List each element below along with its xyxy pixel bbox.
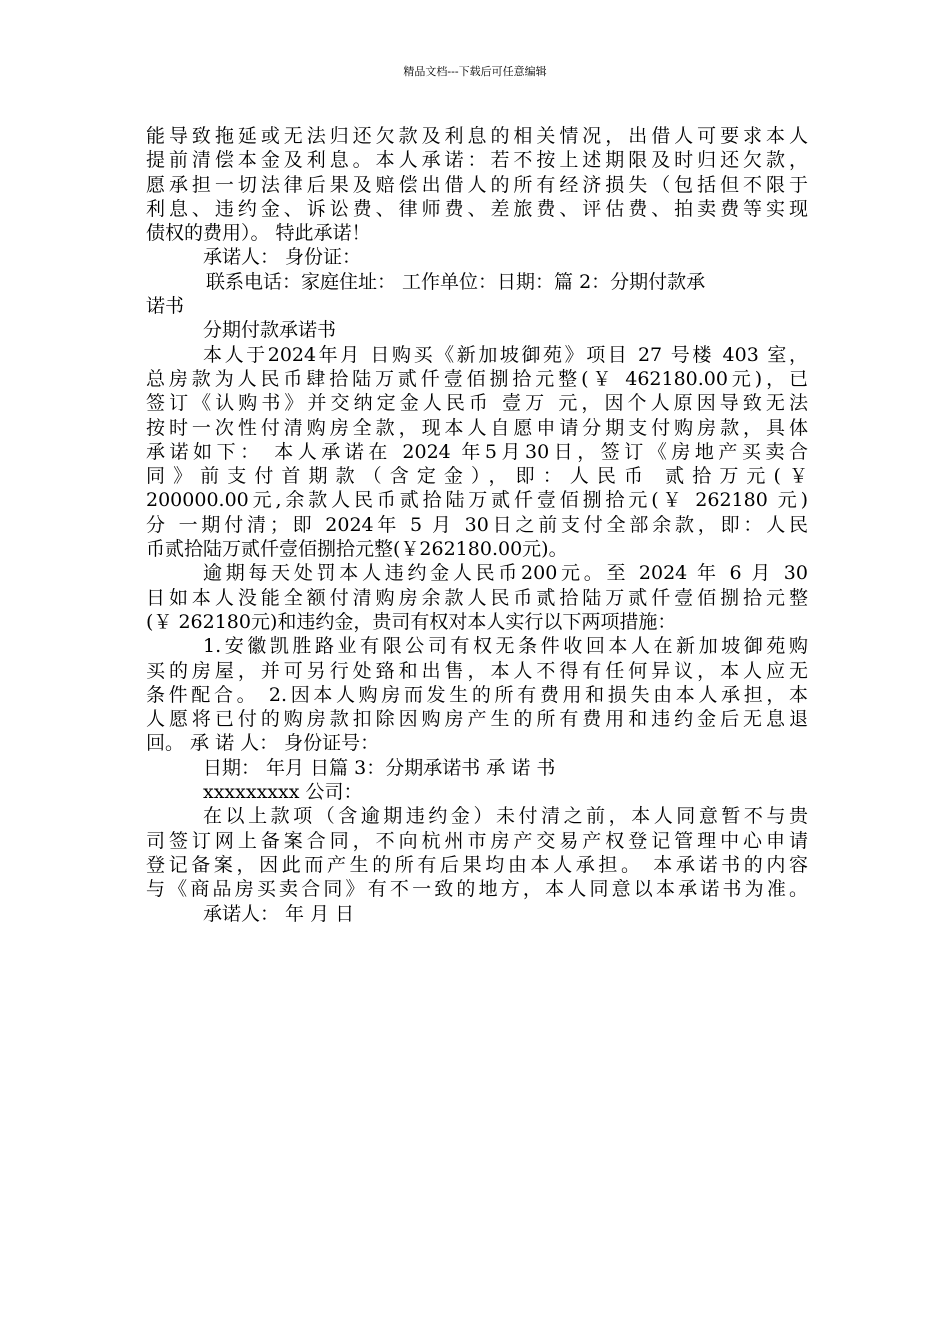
text-line: 能导致拖延或无法归还欠款及利息的相关情况，出借人可要求本人: [146, 125, 808, 147]
page-header: 精品文档---下载后可任意编辑: [403, 65, 547, 78]
text-line: 日期： 年月 日篇 3：分期承诺书 承 诺 书: [203, 756, 556, 779]
text-line: 在以上款项（含逾期违约金）未付清之前，本人同意暂不与贵: [203, 805, 808, 828]
text-line: 司签订网上备案合同，不向杭州市房产交易产权登记管理中心申请: [146, 829, 808, 852]
text-line: 币贰拾陆万贰仟壹佰捌拾元整(￥262180.00元)。: [146, 538, 568, 561]
document-body: [146, 124, 808, 926]
text-line: 债权的费用）。 特此承诺！: [146, 222, 371, 245]
text-line: 承诺人： 年 月 日: [203, 902, 355, 925]
text-line: 与《商品房买卖合同》有不一致的地方，本人同意以本承诺书为准。: [146, 878, 808, 901]
text-line: 回。 承 诺 人： 身份证号：: [146, 732, 380, 755]
text-line: 条件配合。 2.因本人购房而发生的所有费用和损失由本人承担，本: [146, 683, 808, 706]
text-line: 承诺人： 身份证：: [203, 246, 362, 269]
text-line: 逾期每天处罚本人违约金人民币200元。至 2024 年 6 月 30: [203, 562, 808, 585]
text-line: 提前清偿本金及利息。本人承诺：若不按上述期限及时归还欠款，: [146, 149, 808, 172]
text-line: 200000.00元,余款人民币贰拾陆万贰仟壹佰捌拾元(￥ 262180 元): [146, 489, 808, 512]
text-line: 本人于2024年月 日购买《新加坡御苑》项目 27 号楼 403 室，: [203, 343, 808, 366]
text-line: 按时一次性付清购房全款，现本人自愿申请分期支付购房款，具体: [146, 416, 808, 439]
text-line: 愿承担一切法律后果及赔偿出借人的所有经济损失（包括但不限于: [146, 173, 808, 196]
text-line: 人愿将已付的购房款扣除因购房产生的所有费用和违约金后无息退: [146, 708, 808, 731]
text-line: 同》前支付首期款（含定金），即：人民币 贰拾万元(￥: [146, 465, 808, 488]
text-line: 利息、违约金、诉讼费、律师费、差旅费、评估费、拍卖费等实现: [146, 197, 808, 220]
text-line: (￥ 262180元)和违约金，贵司有权对本人实行以下两项措施：: [146, 610, 677, 633]
text-line: 买的房屋，并可另行处臵和出售，本人不得有任何异议，本人应无: [146, 659, 808, 682]
text-line: xxxxxxxxx 公司：: [203, 781, 363, 804]
text-line: 联系电话：家庭住址： 工作单位：日期：篇 2：分期付款承: [206, 270, 706, 293]
text-line: 分期付款承诺书: [203, 319, 337, 342]
text-line: 承诺如下： 本人承诺在 2024 年5月30日，签订《房地产买卖合: [146, 440, 808, 463]
text-line: 日如本人没能全额付清购房余款人民币贰拾陆万贰仟壹佰捌拾元整: [146, 586, 808, 609]
text-line: 总房款为人民币肆拾陆万贰仟壹佰捌拾元整(￥ 462180.00元)，已: [146, 367, 808, 390]
text-line: 1.安徽凯胜路业有限公司有权无条件收回本人在新加坡御苑购: [203, 635, 808, 658]
text-line: 诺书: [146, 295, 185, 318]
text-line: 分 一期付清；即 2024年 5 月 30日之前支付全部余款，即：人民: [146, 513, 808, 536]
text-line: 签订《认购书》并交纳定金人民币 壹万 元，因个人原因导致无法: [146, 392, 808, 415]
text-line: 登记备案，因此而产生的所有后果均由本人承担。 本承诺书的内容: [146, 853, 808, 876]
